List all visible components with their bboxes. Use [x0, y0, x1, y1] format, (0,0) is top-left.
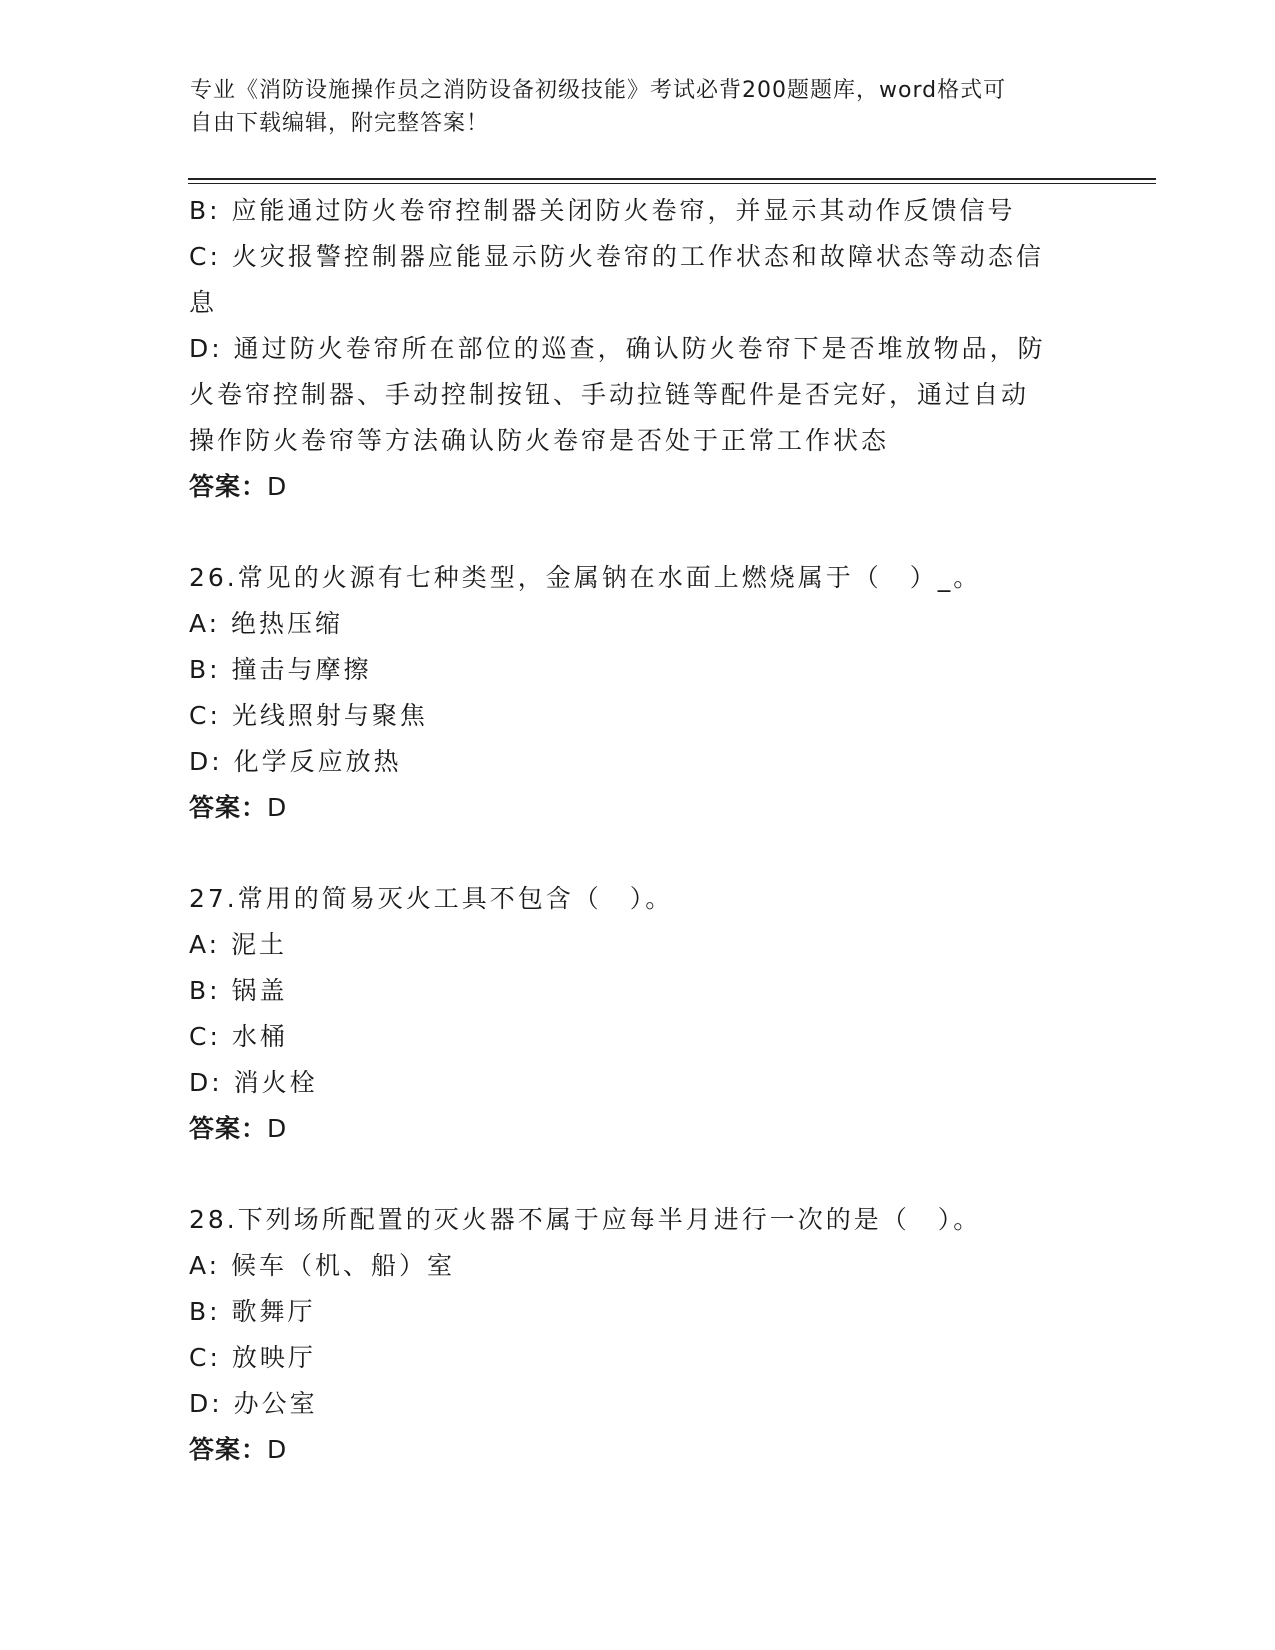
answer-label: 答案：: [189, 1114, 268, 1143]
answer-line: [189, 1106, 1089, 1152]
answer-label: 答案：: [189, 1435, 268, 1464]
option-line: D: 通过防火卷帘所在部位的巡查，确认防火卷帘下是否堆放物品，防: [189, 334, 1046, 363]
question-stem: 27.常用的简易灭火工具不包含（ ）。: [189, 884, 674, 913]
answer-line: [189, 1427, 1089, 1473]
answer-label: 答案：: [189, 472, 268, 501]
option-d: D: 化学反应放热: [189, 747, 402, 776]
header-line-1: 专业《消防设施操作员之消防设备初级技能》考试必背200题题库，word格式可: [190, 78, 1007, 103]
option-c: C: 水桶: [189, 1022, 288, 1051]
option-d: D: 消火栓: [189, 1068, 318, 1097]
page-header: [190, 74, 1090, 140]
option-line: C: 火灾报警控制器应能显示防火卷帘的工作状态和故障状态等动态信: [189, 242, 1044, 271]
header-divider-thin: [188, 183, 1156, 184]
question-25-continuation: [189, 188, 1089, 510]
question-28: [189, 1197, 1089, 1473]
question-27: [189, 876, 1089, 1152]
option-b: B: 歌舞厅: [189, 1297, 316, 1326]
option-a: A: 候车（机、船）室: [189, 1251, 456, 1280]
option-line: 火卷帘控制器、手动控制按钮、手动拉链等配件是否完好，通过自动: [189, 380, 1030, 409]
option-c: C: 光线照射与聚焦: [189, 701, 428, 730]
question-26: [189, 555, 1089, 831]
option-line: B: 应能通过防火卷帘控制器关闭防火卷帘，并显示其动作反馈信号: [189, 196, 1016, 225]
option-a: A: 泥土: [189, 930, 288, 959]
answer-value: D: [267, 793, 288, 822]
answer-line: [189, 785, 1089, 831]
answer-label: 答案：: [189, 793, 268, 822]
option-b: B: 锅盖: [189, 976, 288, 1005]
answer-value: D: [267, 472, 288, 501]
answer-value: D: [267, 1435, 288, 1464]
question-stem: 28.下列场所配置的灭火器不属于应每半月进行一次的是（ ）。: [189, 1205, 982, 1234]
option-line: 息: [189, 288, 218, 317]
option-line: 操作防火卷帘等方法确认防火卷帘是否处于正常工作状态: [189, 426, 890, 455]
answer-value: D: [267, 1114, 288, 1143]
document-body: [189, 188, 1089, 1473]
option-b: B: 撞击与摩擦: [189, 655, 372, 684]
header-line-2: 自由下载编辑，附完整答案！: [190, 111, 490, 136]
header-divider-thick: [188, 178, 1156, 180]
option-c: C: 放映厅: [189, 1343, 316, 1372]
answer-line: [189, 464, 1089, 510]
question-stem: 26.常见的火源有七种类型，金属钠在水面上燃烧属于（ ）_。: [189, 563, 982, 592]
option-a: A: 绝热压缩: [189, 609, 344, 638]
option-d: D: 办公室: [189, 1389, 318, 1418]
